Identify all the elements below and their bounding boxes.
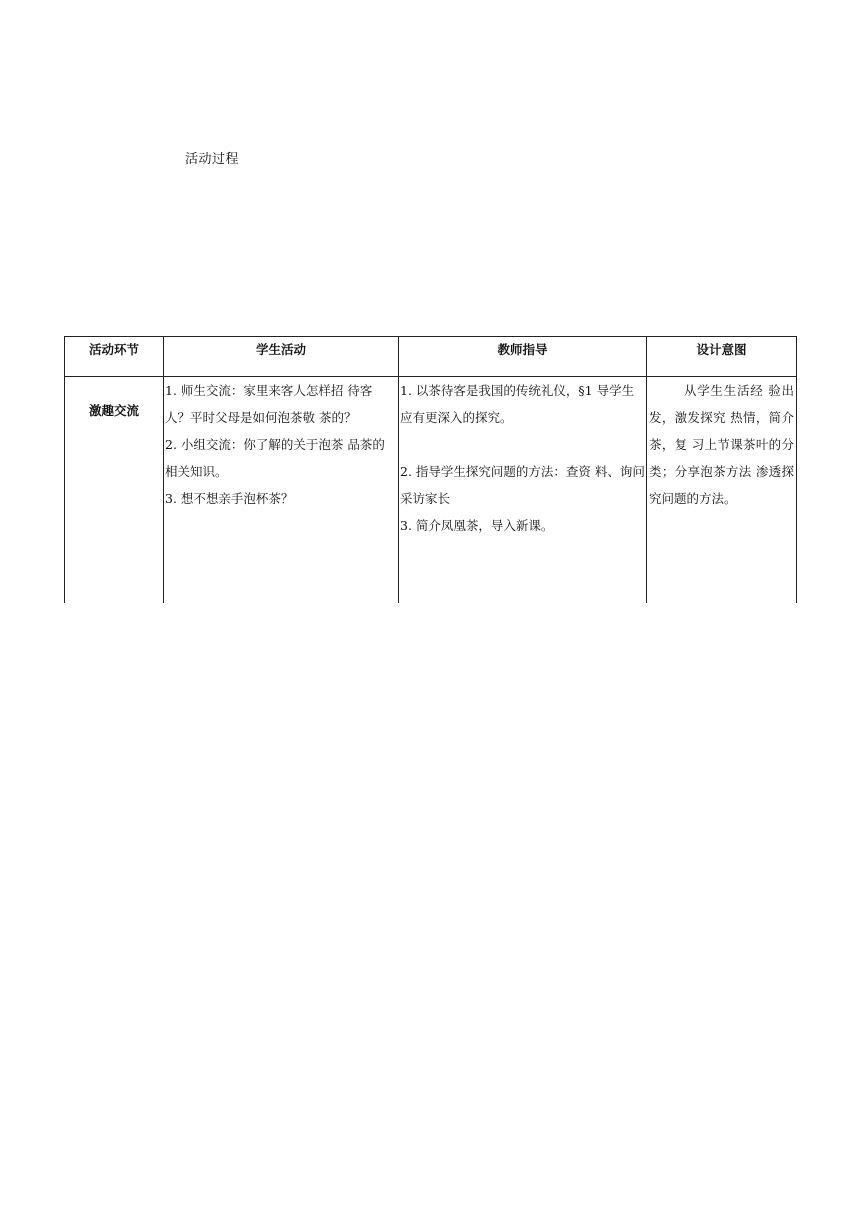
teacher-guidance-cell — [399, 377, 647, 604]
teacher-item-1: 1. 以茶待客是我国的传统礼仪，§1 导学生应有更深入的探究。 — [400, 383, 635, 425]
table-header-row — [65, 337, 797, 377]
teacher-item-2: 2. 指导学生探究问题的方法：查资 料、询问采访家长 — [400, 464, 645, 506]
student-activity-cell — [164, 377, 399, 604]
header-student-activity: 学生活动 — [164, 337, 399, 377]
teacher-item-3: 3. 简介凤凰茶，导入新课。 — [400, 518, 554, 533]
student-item-2: 2. 小组交流：你了解的关于泡茶 品茶的相关知识。 — [165, 437, 385, 479]
spacer — [400, 431, 645, 458]
table-row — [65, 377, 797, 604]
header-stage: 活动环节 — [65, 337, 164, 377]
stage-cell: 激趣交流 — [65, 377, 164, 604]
header-teacher-guidance: 教师指导 — [399, 337, 647, 377]
activity-table — [64, 336, 797, 603]
student-item-1: 1. 师生交流：家里来客人怎样招 待客人？平时父母是如何泡茶敬 茶的？ — [165, 383, 373, 425]
design-intent-cell: 从学生生活经 验出发，激发探究 热情，简介茶，复 习上节课茶叶的分 类；分享泡茶方法 渗透探究问题的方法。 — [647, 377, 797, 604]
student-item-3: 3. 想不想亲手泡杯茶？ — [165, 491, 294, 506]
section-heading: 活动过程 — [185, 152, 240, 167]
header-design-intent: 设计意图 — [647, 337, 797, 377]
